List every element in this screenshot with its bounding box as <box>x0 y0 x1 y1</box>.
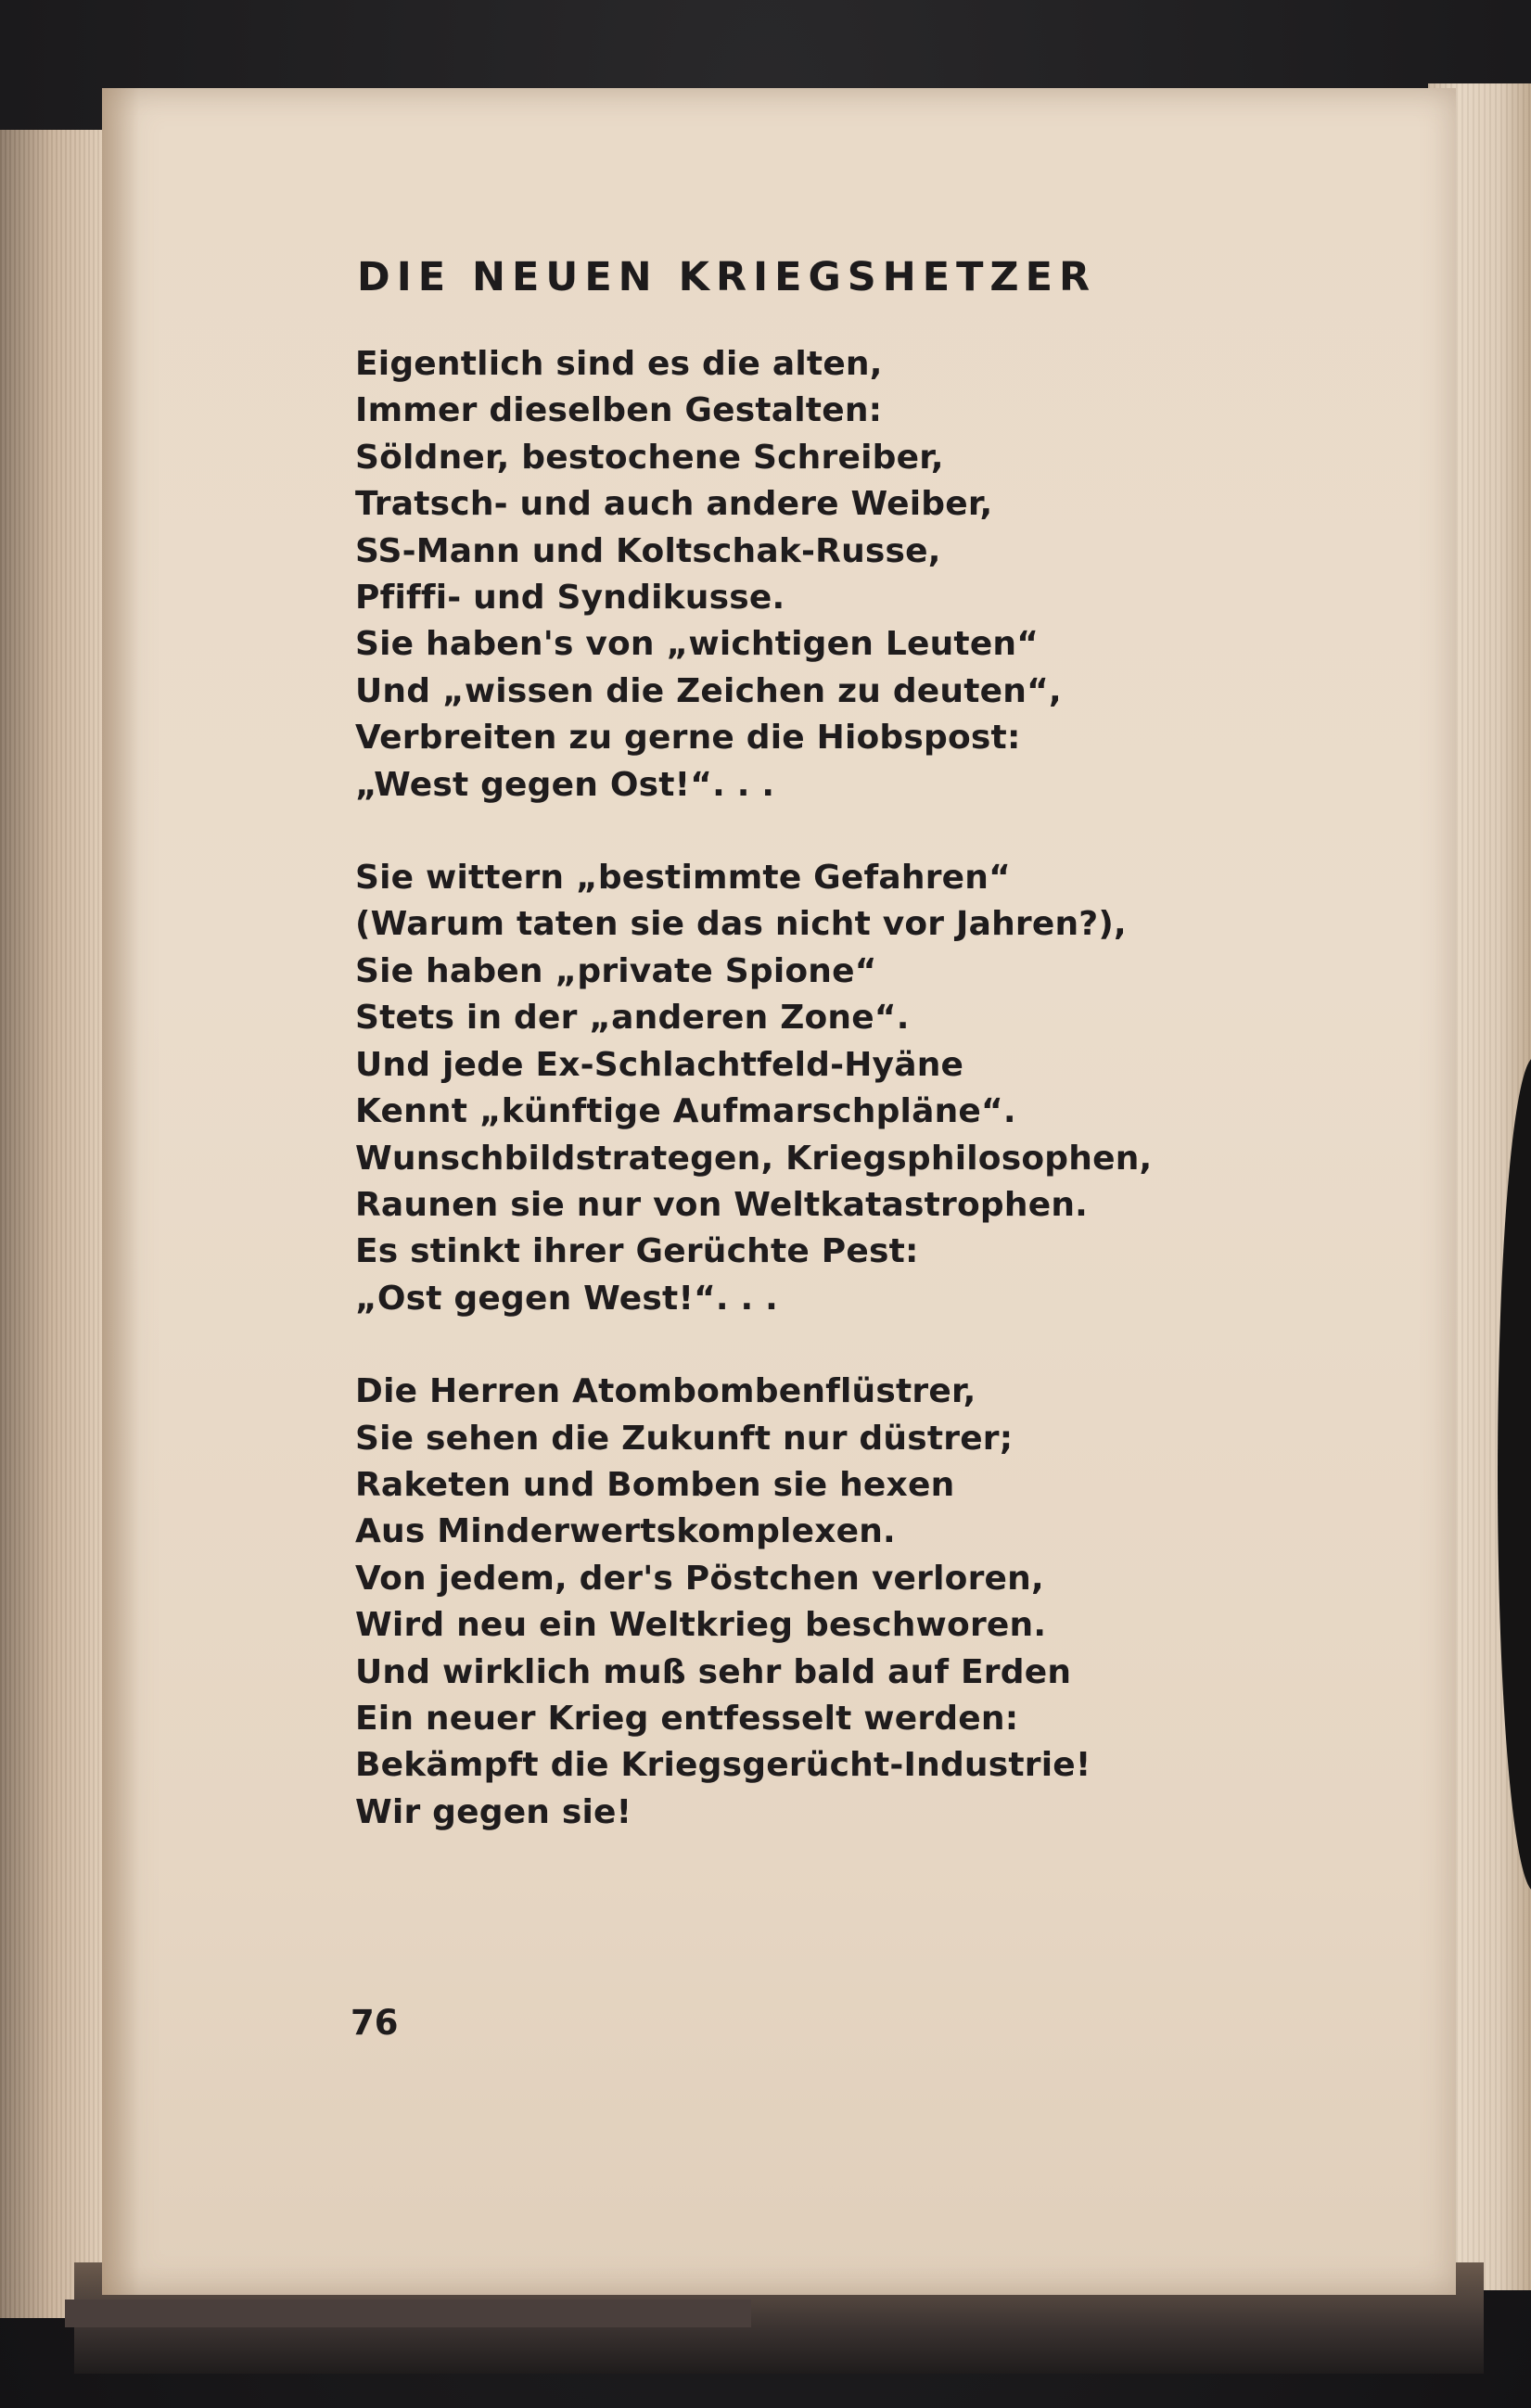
poem-line: Aus Minderwertskomplexen. <box>355 1512 896 1551</box>
poem-line: Wunschbildstrategen, Kriegsphilosophen, <box>355 1139 1153 1178</box>
poem-line: „Ost gegen West!“. . . <box>355 1279 779 1318</box>
poem-line: (Warum taten sie das nicht vor Jahren?), <box>355 905 1127 944</box>
page-number: 76 <box>351 2003 399 2043</box>
poem-line: Eigentlich sind es die alten, <box>355 345 883 383</box>
poem-title: DIE NEUEN KRIEGSHETZER <box>357 254 1097 300</box>
poem-line: Und wirklich muß sehr bald auf Erden <box>355 1652 1072 1691</box>
poem-line: Sie haben's von „wichtigen Leuten“ <box>355 625 1040 664</box>
poem-line: Wir gegen sie! <box>355 1792 632 1831</box>
poem-line: Sie wittern „bestimmte Gefahren“ <box>355 859 1011 898</box>
poem-line: Verbreiten zu gerne die Hiobspost: <box>355 719 1021 758</box>
poem-line: Und „wissen die Zeichen zu deuten“, <box>355 671 1062 710</box>
poem-line: „West gegen Ost!“. . . <box>355 765 775 804</box>
stanza-2 <box>355 855 1422 1322</box>
poem-line: Pfiffi- und Syndikusse. <box>355 579 785 618</box>
poem-line: Tratsch- und auch andere Weiber, <box>355 485 993 524</box>
poem-line: Immer dieselben Gestalten: <box>355 391 883 430</box>
poem-line: Von jedem, der's Pöstchen verloren, <box>355 1559 1044 1598</box>
stanza-3 <box>355 1369 1422 1836</box>
cover-strip <box>65 2300 751 2327</box>
stanza-1 <box>355 341 1422 809</box>
poem-line: Bekämpft die Kriegsgerücht-Industrie! <box>355 1746 1091 1785</box>
poem-line: Sie sehen die Zukunft nur düstrer; <box>355 1419 1014 1458</box>
poem-line: Söldner, bestochene Schreiber, <box>355 438 944 477</box>
poem-line: Die Herren Atombombenflüstrer, <box>355 1372 976 1411</box>
poem-line: Stets in der „anderen Zone“. <box>355 999 910 1038</box>
poem-body <box>355 341 1422 1836</box>
poem-line: Sie haben „private Spione“ <box>355 951 877 990</box>
poem-line: Wird neu ein Weltkrieg beschworen. <box>355 1606 1047 1645</box>
poem-line: Ein neuer Krieg entfesselt werden: <box>355 1699 1019 1738</box>
poem-line: SS-Mann und Koltschak-Russe, <box>355 531 941 570</box>
poem-line: Es stinkt ihrer Gerüchte Pest: <box>355 1232 919 1271</box>
poem-line: Und jede Ex-Schlachtfeld-Hyäne <box>355 1045 964 1084</box>
poem-line: Raunen sie nur von Weltkatastrophen. <box>355 1185 1089 1224</box>
poem-line: Raketen und Bomben sie hexen <box>355 1465 955 1504</box>
poem-line: Kennt „künftige Aufmarschpläne“. <box>355 1092 1016 1131</box>
